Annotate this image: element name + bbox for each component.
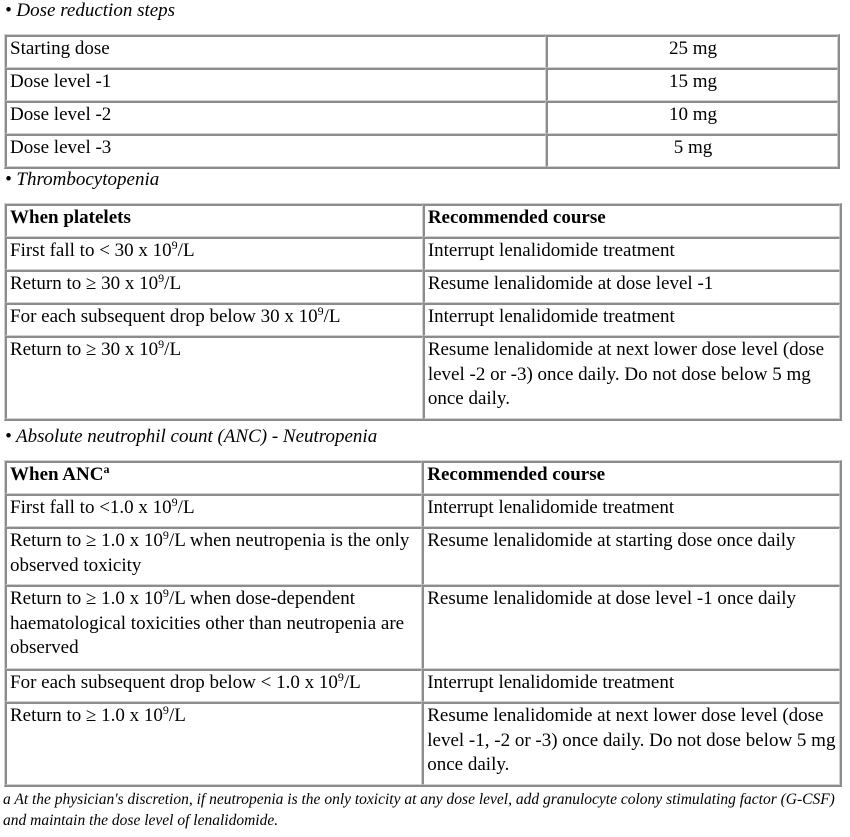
neutropenia-heading: • Absolute neutrophil count (ANC) - Neutropenia [5,426,378,447]
dose-value-cell: 25 mg [546,35,838,68]
table-row [5,527,840,585]
course-cell: Resume lenalidomide at next lower dose level (dose level -2 or -3) once daily. Do not dose below 5 mg once daily. [423,336,840,419]
table-row [5,68,838,101]
table-row [5,134,838,167]
table-row [5,237,840,270]
table-row [5,702,840,785]
course-cell: Interrupt lenalidomide treatment [422,494,840,527]
table-row [5,270,840,303]
column-header-recommended-course: Recommended course [423,204,840,237]
dose-label-cell: Dose level -1 [5,68,546,101]
table-row [5,669,840,702]
platelet-condition-cell: Return to ≥ 30 x $10^9/L$ [5,336,423,419]
table-header-row [5,204,840,237]
dose-value-cell: 5 mg [546,134,838,167]
column-header-recommended-course: Recommended course [422,461,840,494]
course-cell: Interrupt lenalidomide treatment [423,303,840,336]
neutropenia-table [4,460,842,787]
platelet-condition-cell: First fall to < 30 x $10^9/L$ [5,237,423,270]
thrombocytopenia-heading: • Thrombocytopenia [5,169,160,190]
course-cell: Resume lenalidomide at dose level -1 once daily [422,585,840,669]
thrombocytopenia-table [4,203,842,421]
course-cell: Interrupt lenalidomide treatment [422,669,840,702]
anc-condition-cell: Return to ≥ 1.0 x $10^9/L$ when dose-dependent haematological toxicities other than neutropenia are observed [5,585,422,669]
anc-condition-cell: Return to ≥ 1.0 x $10^9/L$ [5,702,422,785]
course-cell: Resume lenalidomide at dose level -1 [423,270,840,303]
table-header-row [5,461,840,494]
dose-value-cell: 10 mg [546,101,838,134]
table-row [5,494,840,527]
dose-reduction-table [4,34,840,169]
footnote: a At the physician's discretion, if neutropenia is the only toxicity at any dose level, add granulocyte colony stimulating factor (G-CSF) and maintain the dose level of lenalidomide. [3,791,835,829]
dose-value-cell: 15 mg [546,68,838,101]
platelet-condition-cell: For each subsequent drop below 30 x $10^9/L$ [5,303,423,336]
column-header-when-anc: When ANC$^a$ [5,461,422,494]
course-cell: Resume lenalidomide at starting dose once daily [422,527,840,585]
table-row [5,101,838,134]
anc-condition-cell: Return to ≥ 1.0 x $10^9/L$ when neutropenia is the only observed toxicity [5,527,422,585]
platelet-condition-cell: Return to ≥ 30 x $10^9/L$ [5,270,423,303]
anc-condition-cell: For each subsequent drop below < 1.0 x $10^9/L$ [5,669,422,702]
column-header-when-platelets: When platelets [5,204,423,237]
dose-reduction-heading: • Dose reduction steps [5,0,176,21]
anc-condition-cell: First fall to <1.0 x $10^9/L$ [5,494,422,527]
course-cell: Resume lenalidomide at next lower dose level (dose level -1, -2 or -3) once daily. Do not dose below 5 mg once daily. [422,702,840,785]
table-row [5,336,840,419]
dose-label-cell: Dose level -2 [5,101,546,134]
dose-label-cell: Starting dose [5,35,546,68]
table-row [5,35,838,68]
table-row [5,585,840,669]
course-cell: Interrupt lenalidomide treatment [423,237,840,270]
footnote-marker: a [103,462,110,476]
table-row [5,303,840,336]
dose-label-cell: Dose level -3 [5,134,546,167]
